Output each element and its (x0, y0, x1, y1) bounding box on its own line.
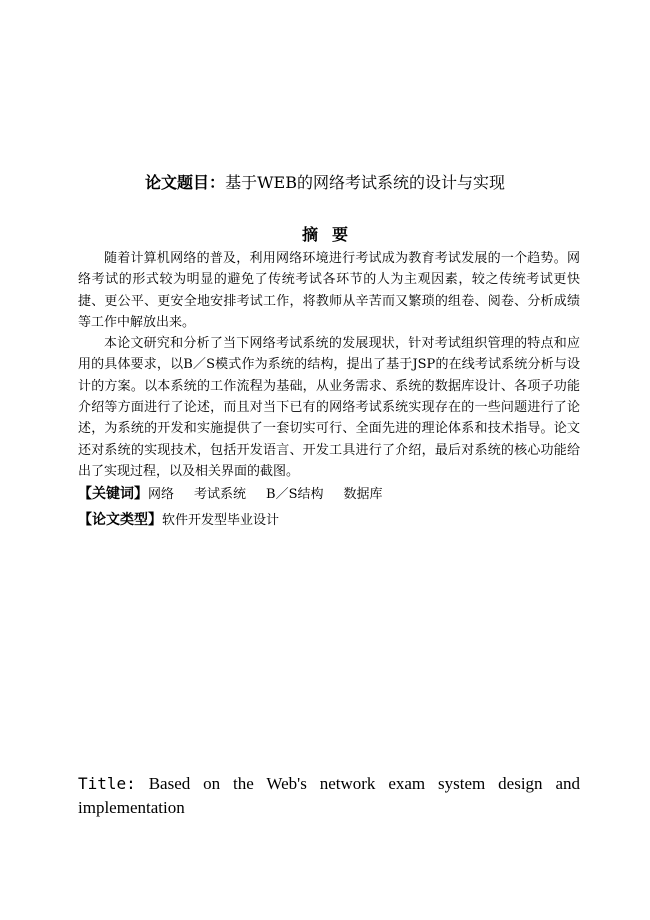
thesis-type-value: 软件开发型毕业设计 (162, 513, 280, 528)
thesis-type-label: 【论文类型】 (78, 512, 162, 528)
english-title-label: Title: (78, 774, 136, 793)
keyword-item: 数据库 (343, 487, 383, 502)
abstract-heading: 摘要 (301, 225, 362, 244)
thesis-type-line (78, 510, 580, 531)
keywords-label: 【关键词】 (78, 486, 148, 502)
abstract-paragraph-1: 随着计算机网络的普及，利用网络环境进行考试成为教育考试发展的一个趋势。网络考试的形式较为明显的避免了传统考试各环节的人为主观因素，较之传统考试更快捷、更公平、更安全地安排考试工作，将教师从辛苦而又繁琐的组卷、阅卷、分析成绩等工作中解放出来。 (78, 251, 580, 330)
keyword-item: B／S结构 (266, 487, 324, 502)
thesis-title-text: 基于WEB的网络考试系统的设计与实现 (225, 173, 505, 192)
thesis-title-label: 论文题目： (145, 173, 226, 192)
abstract-paragraph-2: 本论文研究和分析了当下网络考试系统的发展现状，针对考试组织管理的特点和应用的具体要求，以B／S模式作为系统的结构，提出了基于JSP的在线考试系统分析与设计的方案。以本系统的工作流程为基础，从业务需求、系统的数据库设计、各项子功能介绍等方面进行了论述，而且对当下已有的网络考试系统实现存在的一些问题进行了论述，为系统的开发和实施提供了一套切实可行、全面先进的理论体系和技术指导。论文还对系统的实现技术，包括开发语言、开发工具进行了介绍，最后对系统的核心功能给出了实现过程，以及相关界面的截图。 (78, 336, 580, 479)
keywords-line (78, 484, 580, 505)
keyword-item: 网络 (148, 487, 175, 502)
abstract-body (78, 248, 580, 482)
english-title-text: Based on the Web's network exam system design and implementation (78, 774, 580, 817)
english-title (78, 772, 580, 820)
keyword-item: 考试系统 (194, 487, 247, 502)
thesis-title (0, 172, 650, 194)
